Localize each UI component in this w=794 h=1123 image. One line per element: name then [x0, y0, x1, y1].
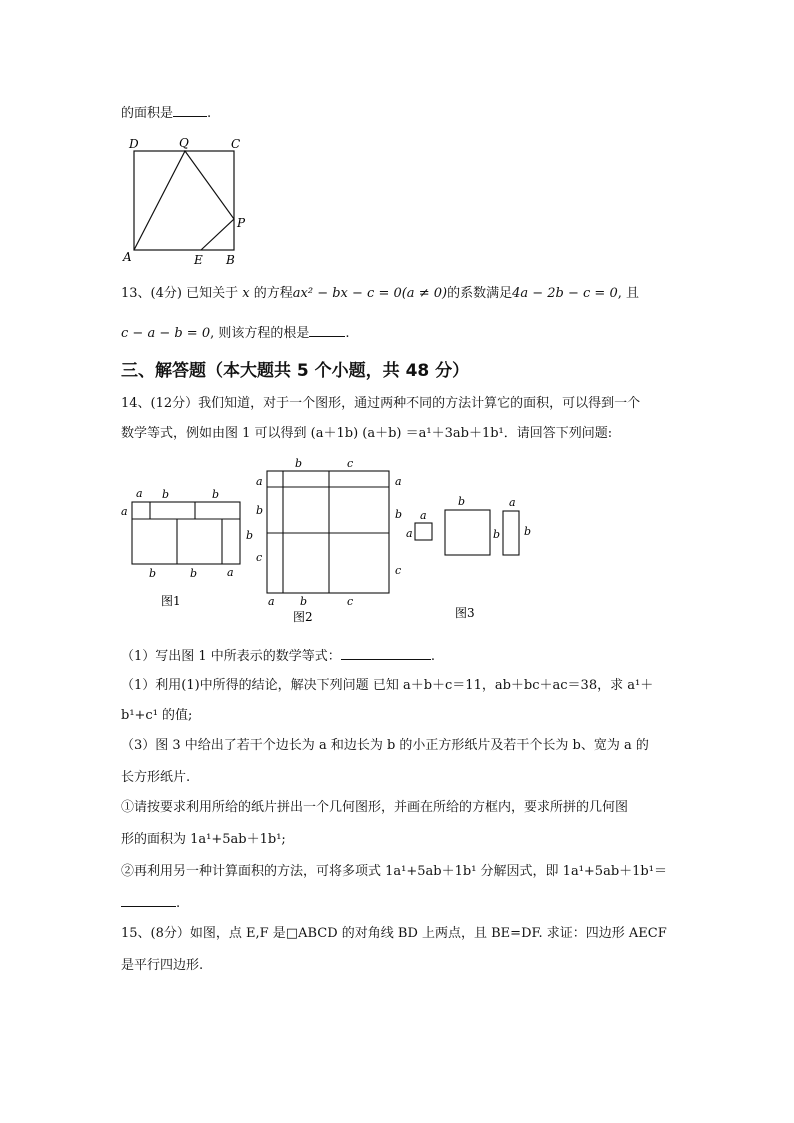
fig1-caption: 图1 — [161, 594, 181, 608]
q13-condition1: 4a − 2b − c = 0 — [512, 286, 618, 301]
q14-sub3b-line1: ②再利用另一种计算面积的方法，可将多项式 1a¹+5ab＋1b¹ 分解因式，即 1a¹+5ab＋1b¹＝ — [121, 864, 667, 879]
q13-var-x: x — [242, 286, 250, 301]
q12-answer-line — [121, 104, 211, 122]
label-Q: Q — [179, 136, 189, 150]
fig2-bottom-label-2: b — [300, 595, 308, 608]
label-P: P — [237, 216, 246, 230]
q14-sub3a-line2: 形的面积为 1a¹+5ab＋1b¹; — [121, 832, 286, 847]
q13-answer-blank[interactable] — [309, 324, 345, 337]
label-B: B — [226, 253, 235, 267]
figure-2 — [250, 454, 410, 626]
fig2-caption: 图2 — [293, 610, 313, 624]
fig2-right-label-1: a — [395, 475, 402, 488]
fig1-bottom-label-2: b — [190, 567, 198, 580]
fig2-left-label-3: c — [256, 551, 263, 564]
quad-AQPE — [134, 151, 234, 250]
section-3-heading: 三、解答题（本大题共 5 个小题，共 48 分） — [121, 361, 470, 381]
fig1-outer — [132, 502, 240, 564]
q14-sub3b-line2 — [121, 894, 180, 912]
q13-number: 13、(4分) — [121, 286, 182, 301]
q14-sub2-line2: b¹+c¹ 的值; — [121, 708, 193, 723]
fig3-small-square-top: a — [420, 509, 427, 522]
fig1-bottom-label-3: a — [227, 566, 234, 579]
fig1-top-label-1: a — [136, 487, 143, 500]
q13-text-e: , 则该方程的根是 — [210, 326, 310, 341]
q14-sub1-blank[interactable] — [341, 647, 431, 660]
fig2-top-label-2: c — [347, 457, 354, 470]
q14-sub3b-end: . — [176, 896, 181, 911]
q14-line2: 数学等式，例如由图 1 可以得到 (a＋1b) (a＋b) ＝a¹＋3ab＋1b¹．请回答下列问题: — [121, 426, 613, 441]
fig3-big-square-top: b — [458, 495, 466, 508]
fig3-big-square — [445, 510, 490, 555]
q13-text-b: 的方程 — [253, 286, 293, 301]
q13-equation: ax² − bx − c = 0(a ≠ 0) — [292, 286, 448, 301]
fig2-right-label-2: b — [395, 508, 403, 521]
q12-answer-blank[interactable] — [173, 104, 207, 117]
q14-sub1 — [121, 647, 435, 665]
fig2-top-label-1: b — [295, 457, 303, 470]
fig1-bottom-label-1: b — [149, 567, 157, 580]
q12-prefix: 的面积是 — [121, 106, 174, 121]
fig1-top-label-3: b — [212, 488, 220, 501]
q13-line2 — [121, 324, 350, 342]
fig1-top-label-2: b — [162, 488, 170, 501]
q14-sub3-line1: （3）图 3 中给出了若干个边长为 a 和边长为 b 的小正方形纸片及若干个长为 b、宽为 a 的 — [121, 738, 649, 753]
fig3-small-square — [415, 523, 432, 540]
fig1-right-label: b — [246, 529, 254, 542]
q12-suffix: . — [207, 106, 212, 121]
q14-sub3b-blank[interactable] — [121, 894, 176, 907]
fig2-outer — [267, 471, 389, 593]
square-figure — [120, 132, 260, 268]
q14-line1: 14、(12分）我们知道，对于一个图形，通过两种不同的方法计算它的面积，可以得到一个 — [121, 396, 641, 411]
q13-text-a: 已知关于 — [186, 286, 239, 301]
fig3-rect-top: a — [509, 496, 516, 509]
label-D: D — [129, 137, 139, 151]
fig1-left-label: a — [121, 505, 128, 518]
q14-sub3a-line1: ①请按要求利用所给的纸片拼出一个几何图形，并画在所给的方框内，要求所拼的几何图 — [121, 800, 629, 815]
fig2-left-label-1: a — [256, 475, 263, 488]
q14-sub1-text: （1）写出图 1 中所表示的数学等式： — [121, 649, 341, 664]
fig3-caption: 图3 — [455, 606, 475, 620]
q13-text-c: 的系数满足 — [447, 286, 513, 301]
q13-end: . — [345, 326, 350, 341]
fig3-small-square-left: a — [406, 527, 413, 540]
q14-sub1-end: . — [430, 649, 435, 664]
q14-sub3-line2: 长方形纸片. — [121, 770, 191, 785]
q15-line1: 15、(8分）如图，点 E,F 是□ABCD 的对角线 BD 上两点，且 BE=DF. 求证：四边形 AECF — [121, 926, 667, 941]
fig2-bottom-label-3: c — [347, 595, 354, 608]
figure-1 — [114, 484, 264, 612]
label-C: C — [231, 137, 241, 151]
fig3-rect-right: b — [524, 525, 532, 538]
square-outline — [134, 151, 234, 250]
label-A: A — [123, 250, 132, 264]
q13-text-d: , 且 — [617, 286, 639, 301]
fig2-left-label-2: b — [256, 504, 264, 517]
label-E: E — [194, 253, 203, 267]
q15-line2: 是平行四边形. — [121, 958, 204, 973]
fig3-big-square-right: b — [493, 528, 501, 541]
figure-3 — [400, 490, 540, 624]
q13-condition2: c − a − b = 0 — [121, 326, 211, 341]
q13-line1 — [121, 286, 639, 302]
fig2-right-label-3: c — [395, 564, 402, 577]
q14-sub2-line1: （1）利用(1)中所得的结论，解决下列问题 已知 a＋b＋c＝11，ab＋bc＋ac＝38，求 a¹＋ — [121, 678, 654, 693]
fig3-rectangle — [503, 511, 519, 555]
fig2-bottom-label-1: a — [268, 595, 275, 608]
